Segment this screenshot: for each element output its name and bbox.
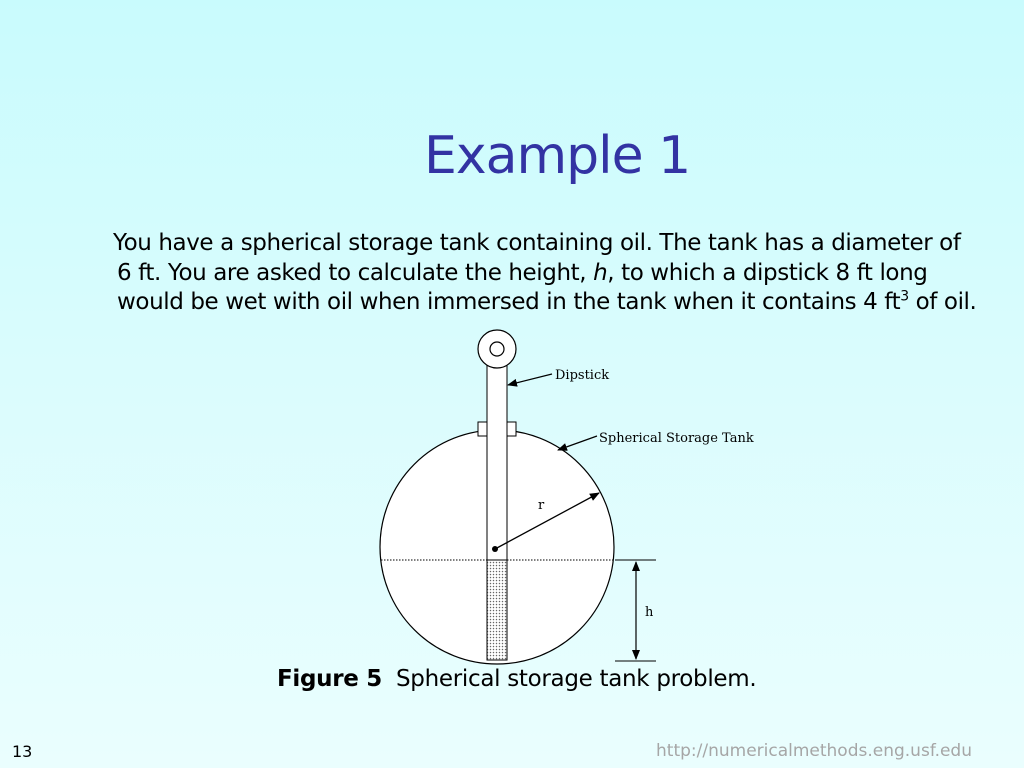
problem-text-part1: You have a spherical storage tank containing oil. The tank has a diameter of 6 ft. You are asked to calculate the height, — [113, 230, 961, 286]
dipstick-pointer — [508, 374, 552, 385]
problem-text-part2: , to which a dipstick 8 ft long would be wet with oil when immersed in the tank when it contains 4 ft — [117, 259, 928, 315]
figure-caption-text: Spherical storage tank problem. — [396, 666, 757, 692]
problem-variable-h: h — [593, 259, 608, 286]
tank-pointer — [558, 436, 597, 450]
dipstick-handle-hole — [490, 342, 504, 356]
height-label: h — [645, 605, 654, 620]
figure-caption — [277, 666, 756, 692]
figure-caption-label: Figure 5 — [277, 666, 382, 692]
radius-label: r — [538, 498, 545, 513]
problem-exponent: 3 — [900, 288, 909, 305]
problem-text-part3: of oil. — [908, 289, 977, 315]
footer-url[interactable]: http://numericalmethods.eng.usf.edu — [656, 741, 972, 761]
slide-title: Example 1 — [424, 126, 691, 186]
dipstick-label: Dipstick — [555, 368, 610, 383]
tank-label: Spherical Storage Tank — [599, 431, 754, 446]
slide-number: 13 — [12, 742, 33, 761]
dipstick-wet-portion — [487, 560, 507, 660]
